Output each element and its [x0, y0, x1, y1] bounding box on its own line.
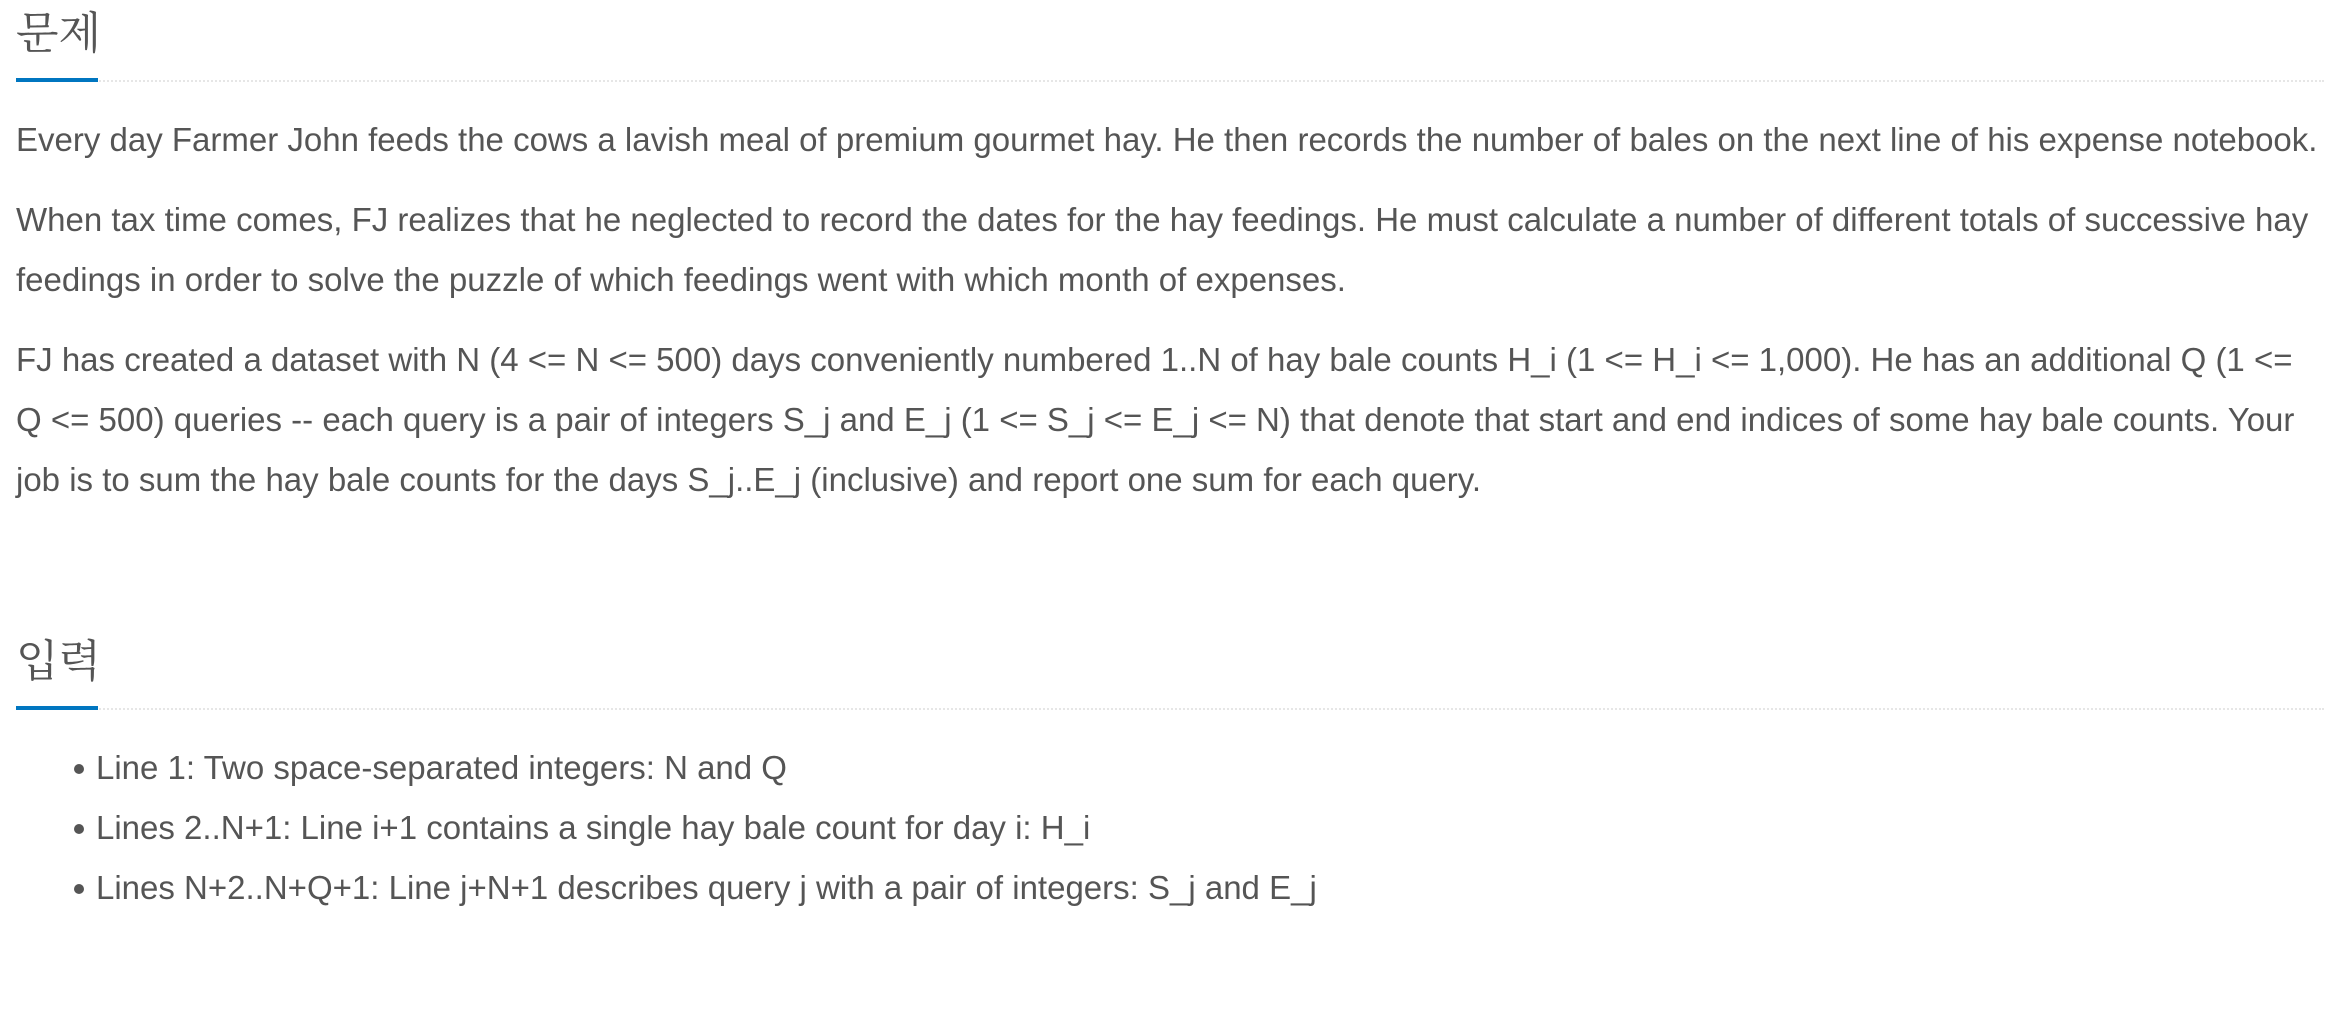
input-section-header [16, 628, 2324, 710]
problem-section-header [16, 0, 2324, 82]
input-list [16, 738, 2324, 918]
input-item-text: Lines 2..N+1: Line i+1 contains a single hay bale count for day i: H_i [96, 809, 1091, 846]
input-title-underline [16, 706, 98, 710]
input-section [16, 628, 2324, 918]
problem-paragraph-1: Every day Farmer John feeds the cows a lavish meal of premium gourmet hay. He then records the number of bales on the next line of his expense notebook. [16, 121, 2318, 158]
list-item [96, 738, 2324, 798]
input-section-title: 입력 [16, 636, 102, 687]
list-item [96, 798, 2324, 858]
problem-paragraph-2: When tax time comes, FJ realizes that he neglected to record the dates for the hay feedings. He must calculate a number of different totals of successive hay feedings in order to solve the puzzle of which feedings went with which month of expenses. [16, 201, 2309, 298]
problem-section-title: 문제 [16, 8, 102, 59]
input-item-text: Lines N+2..N+Q+1: Line j+N+1 describes query j with a pair of integers: S_j and E_j [96, 869, 1317, 906]
problem-section [16, 0, 2324, 510]
bullet-icon [74, 764, 84, 774]
bullet-icon [74, 884, 84, 894]
problem-title-underline [16, 78, 98, 82]
list-item [96, 858, 2324, 918]
bullet-icon [74, 824, 84, 834]
problem-paragraph-3: FJ has created a dataset with N (4 <= N <= 500) days conveniently numbered 1..N of hay bale counts H_i (1 <= H_i <= 1,000). He has an additional Q (1 <= Q <= 500) queries -- each query is a pair of integers S_j and E_j (1 <= S_j <= E_j <= N) that denote that start and end indices of some hay bale counts. Your job is to sum the hay bale counts for the days S_j..E_j (inclusive) and report one sum for each query. [16, 341, 2295, 498]
input-item-text: Line 1: Two space-separated integers: N and Q [96, 749, 787, 786]
